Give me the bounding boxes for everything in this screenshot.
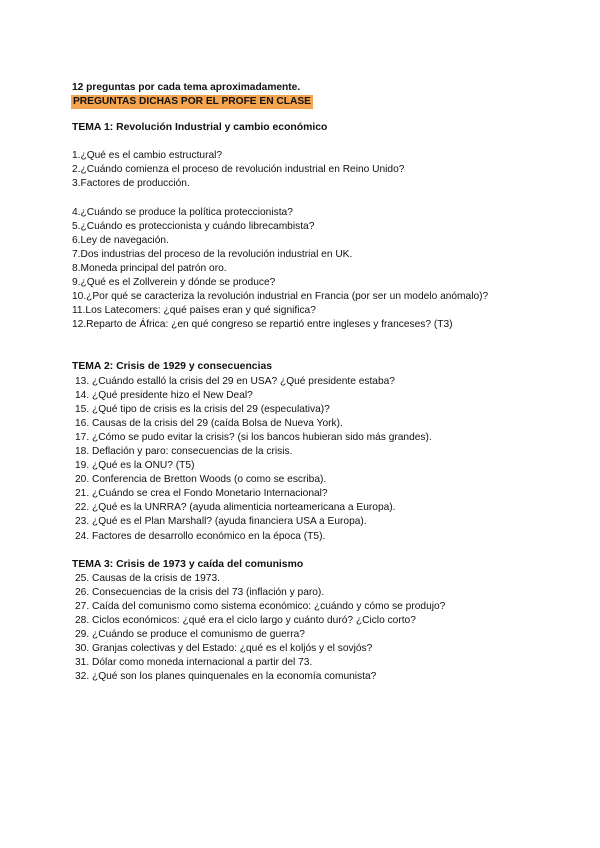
question-item: 8.Moneda principal del patrón oro. xyxy=(72,262,227,274)
question-item: 26. Consecuencias de la crisis del 73 (inflación y paro). xyxy=(75,586,325,598)
tema1-group-b xyxy=(72,206,572,333)
question-item: 21. ¿Cuándo se crea el Fondo Monetario Internacional? xyxy=(75,488,328,500)
question-item: 27. Caída del comunismo como sistema económico: ¿cuándo y cómo se produjo? xyxy=(75,600,446,612)
question-item: 29. ¿Cuándo se produce el comunismo de guerra? xyxy=(75,629,305,641)
question-item: 24. Factores de desarrollo económico en la época (T5). xyxy=(75,530,326,542)
question-item: 18. Deflación y paro: consecuencias de la crisis. xyxy=(75,445,293,457)
question-item: 15. ¿Qué tipo de crisis es la crisis del 29 (especulativa)? xyxy=(75,403,330,415)
tema1-group-a xyxy=(72,149,572,191)
document-content xyxy=(72,81,572,684)
question-item: 12.Reparto de África: ¿en qué congreso se repartió entre ingleses y franceses? (T3) xyxy=(72,319,453,331)
question-item: 16. Causas de la crisis del 29 (caída Bolsa de Nueva York). xyxy=(75,417,343,429)
tema2-list xyxy=(72,375,572,544)
question-item: 25. Causas de la crisis de 1973. xyxy=(75,572,220,584)
question-item: 31. Dólar como moneda internacional a partir del 73. xyxy=(75,657,313,669)
question-item: 9.¿Qué es el Zollverein y dónde se produce? xyxy=(72,277,276,289)
intro-text: 12 preguntas por cada tema aproximadamente. xyxy=(72,82,301,93)
highlighted-note: PREGUNTAS DICHAS POR EL PROFE EN CLASE xyxy=(71,95,313,109)
question-item: 17. ¿Cómo se pudo evitar la crisis? (si los bancos hubieran sido más grandes). xyxy=(75,431,432,443)
question-item: 14. ¿Qué presidente hizo el New Deal? xyxy=(75,389,253,401)
tema3-heading: TEMA 3: Crisis de 1973 y caída del comunismo xyxy=(72,558,304,570)
question-item: 10.¿Por qué se caracteriza la revolución industrial en Francia (por ser un modelo anómalo)? xyxy=(72,291,489,303)
question-item: 6.Ley de navegación. xyxy=(72,234,169,246)
question-item: 32. ¿Qué son los planes quinquenales en la economía comunista? xyxy=(75,671,377,683)
question-item: 7.Dos industrias del proceso de la revolución industrial en UK. xyxy=(72,248,353,260)
question-item: 4.¿Cuándo se produce la política proteccionista? xyxy=(72,206,293,218)
tema2-heading: TEMA 2: Crisis de 1929 y consecuencias xyxy=(72,361,273,373)
tema3-list xyxy=(72,572,572,685)
question-item: 22. ¿Qué es la UNRRA? (ayuda alimenticia norteamericana a Europa). xyxy=(75,502,396,514)
question-item: 30. Granjas colectivas y del Estado: ¿qué es el koljós y el sovjós? xyxy=(75,643,373,655)
question-item: 3.Factores de producción. xyxy=(72,178,190,190)
question-item: 5.¿Cuándo es proteccionista y cuándo librecambista? xyxy=(72,220,315,232)
question-item: 2.¿Cuándo comienza el proceso de revolución industrial en Reino Unido? xyxy=(72,164,405,176)
question-item: 20. Conferencia de Bretton Woods (o como se escriba). xyxy=(75,474,327,486)
question-item: 19. ¿Qué es la ONU? (T5) xyxy=(75,460,195,472)
question-item: 1.¿Qué es el cambio estructural? xyxy=(72,150,223,162)
question-item: 28. Ciclos económicos: ¿qué era el ciclo largo y cuánto duró? ¿Ciclo corto? xyxy=(75,615,416,626)
tema1-heading: TEMA 1: Revolución Industrial y cambio económico xyxy=(72,122,328,134)
question-item: 11.Los Latecomers: ¿qué países eran y qué significa? xyxy=(72,305,316,317)
question-item: 23. ¿Qué es el Plan Marshall? (ayuda financiera USA a Europa). xyxy=(75,516,367,528)
question-item: 13. ¿Cuándo estalló la crisis del 29 en USA? ¿Qué presidente estaba? xyxy=(75,375,395,387)
